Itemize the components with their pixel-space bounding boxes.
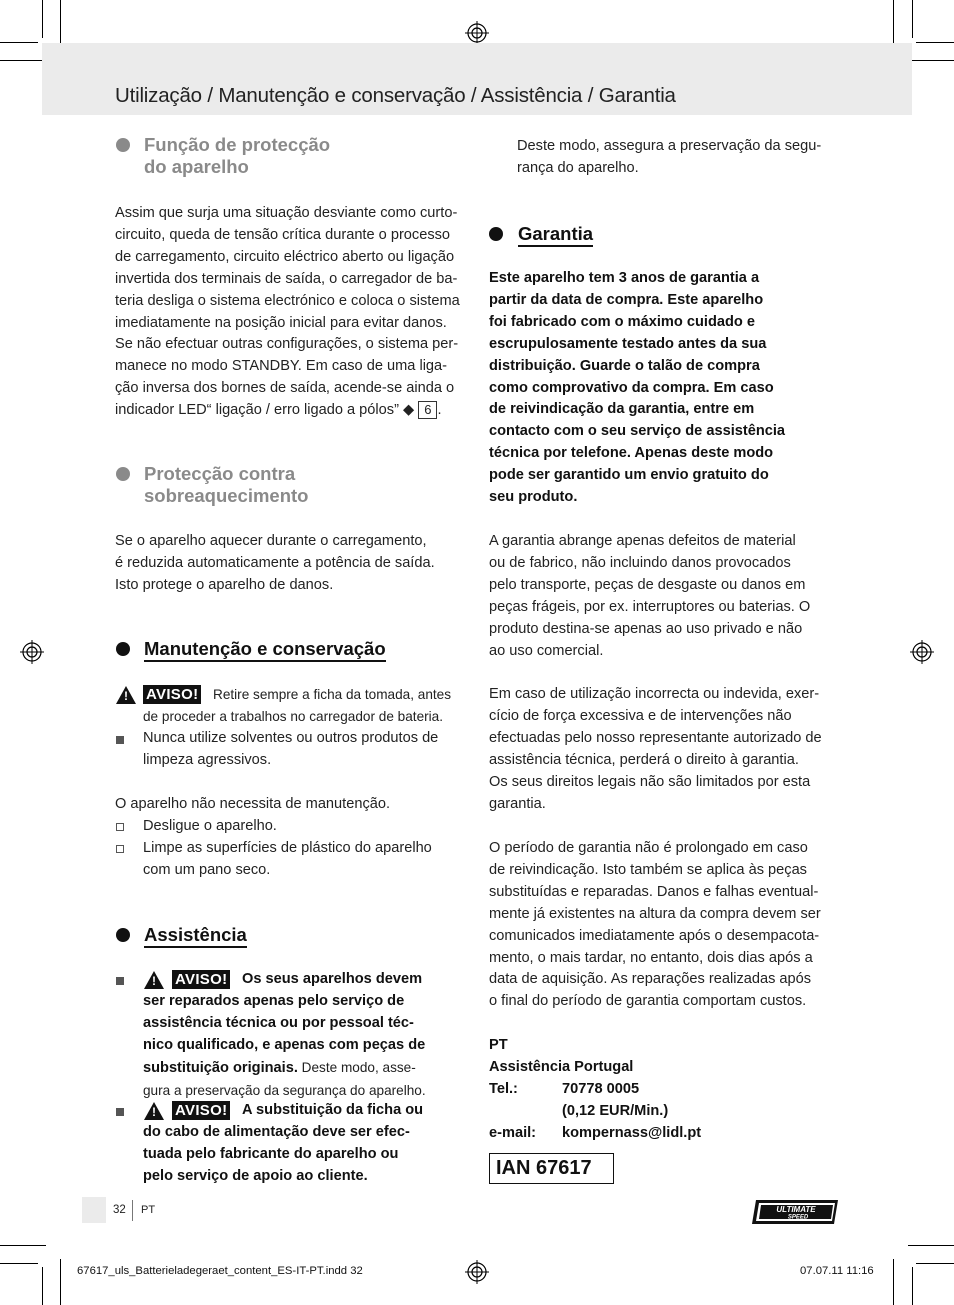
crop-mark xyxy=(0,1263,38,1264)
assistance-warning-2 xyxy=(143,1122,410,1188)
warning-triangle-icon xyxy=(144,971,164,989)
crop-mark xyxy=(908,1245,954,1246)
text-line: nico qualificado, e apenas com peças de xyxy=(143,1036,426,1053)
text-line: mento, o mais tardar, no entanto, dois dias após a xyxy=(489,949,813,966)
text-line: de reivindicação da garantia, entre em xyxy=(489,401,755,418)
text-line: Se o aparelho aquecer durante o carregamento, xyxy=(115,533,427,549)
text-line: rança do aparelho. xyxy=(517,159,639,176)
logo-line-2: SPEED xyxy=(787,1214,809,1221)
crop-mark xyxy=(912,1267,913,1305)
protection-paragraph xyxy=(115,203,475,422)
registration-mark-icon xyxy=(910,640,934,664)
crop-mark xyxy=(60,0,61,46)
text-line: teria desliga o sistema electrónico e coloca o sistema xyxy=(115,292,460,309)
registration-mark-icon xyxy=(465,1260,489,1284)
crop-mark xyxy=(893,0,894,46)
footer-divider xyxy=(132,1200,133,1221)
text-line: Em caso de utilização incorrecta ou indevida, exer- xyxy=(489,686,820,702)
text-line: data de aquisição. As reparações realizadas após xyxy=(489,971,812,988)
text-line: Isto protege o aparelho de danos. xyxy=(115,576,334,593)
contact-email-value[interactable]: kompernass@lidl.pt xyxy=(562,1125,702,1141)
contact-tel-value: 70778 0005 xyxy=(562,1081,640,1097)
text-line: mente já existentes na altura da compra devem ser xyxy=(489,905,821,922)
assistance-warning-1: Os seus aparelhos devem xyxy=(242,971,423,987)
maintenance-step xyxy=(143,838,432,882)
section-bullet xyxy=(489,227,503,241)
text-line: o final do período de garantia comportam custos. xyxy=(489,993,807,1010)
heading-line: Função de protecção xyxy=(144,134,331,155)
maintenance-warning: de proceder a trabalhos no carregador de bateria. xyxy=(143,709,444,724)
text-line: contacto com o seu serviço de assistência xyxy=(489,423,786,440)
aviso-label: AVISO! xyxy=(172,1101,230,1120)
text-line: pelo transporte, peças de desgaste ou danos em xyxy=(489,576,806,593)
section-bullet xyxy=(116,138,130,152)
text-line: substituídas e reparadas. Danos e falhas eventual- xyxy=(489,883,819,900)
assistance-continuation xyxy=(517,136,821,180)
text-line: peças frágeis, por ex. interruptores ou baterias. O xyxy=(489,598,811,615)
text-line: produto destina-se apenas ao uso privado e não xyxy=(489,620,803,637)
contact-name: Assistência Portugal xyxy=(489,1059,634,1075)
text-line: escrupulosamente testado antes da sua xyxy=(489,335,767,352)
section-heading-warranty xyxy=(518,223,593,245)
crop-mark xyxy=(42,1267,43,1305)
footer-tab xyxy=(82,1197,106,1223)
maintenance-note: O aparelho não necessita de manutenção. xyxy=(115,796,391,812)
heading-text: Garantia xyxy=(518,223,593,247)
text-line: com um pano seco. xyxy=(143,861,271,878)
logo-line-1: ULTIMATE xyxy=(776,1205,816,1214)
maintenance-step: Desligue o aparelho. xyxy=(143,818,277,834)
maintenance-warning: Retire sempre a ficha da tomada, antes xyxy=(213,687,452,702)
step-checkbox xyxy=(116,845,124,853)
contact-email-label: e-mail: xyxy=(489,1125,537,1141)
text-line: invertida dos terminais de saída, o carregador de ba- xyxy=(115,270,458,287)
text-line: Se não efectuar outras configurações, o sistema per- xyxy=(115,336,459,353)
text-line xyxy=(115,400,475,422)
crop-mark xyxy=(916,42,954,43)
text-line: Assim que surja uma situação desviante como curto- xyxy=(115,205,458,221)
assistance-warning-2: A substituição da ficha ou xyxy=(242,1102,424,1118)
aviso-label: AVISO! xyxy=(143,685,201,704)
text-line: manece no modo STANDBY. Em caso de uma liga- xyxy=(115,358,448,375)
text-line: A garantia abrange apenas defeitos de material xyxy=(489,533,796,549)
text-segment: substituição originais. xyxy=(143,1059,298,1076)
contact-rate: (0,12 EUR/Min.) xyxy=(562,1103,669,1119)
text-line: de reivindicação. Isto também se aplica às peças xyxy=(489,861,807,878)
text-line: foi fabricado com o máximo cuidado e xyxy=(489,313,755,330)
text-line: imediatamente na posição inicial para evitar danos. xyxy=(115,314,447,331)
text-line: do cabo de alimentação deve ser efec- xyxy=(143,1124,410,1140)
text-line: técnica por telefone. Apenas deste modo xyxy=(489,445,774,462)
contact-country: PT xyxy=(489,1037,508,1053)
text-segment: Deste modo, asse- xyxy=(297,1059,416,1075)
text-segment: indicador LED“ ligação / erro ligado a pólos” ◆ xyxy=(115,402,415,419)
text-line: é reduzida automaticamente a potência de saída. xyxy=(115,554,435,571)
file-info: 67617_uls_Batterieladegeraet_content_ES-IT-PT.indd 32 xyxy=(77,1265,363,1277)
warranty-paragraph xyxy=(489,531,810,662)
text-line: gura a preservação da segurança do aparelho. xyxy=(143,1082,426,1098)
heading-text: Manutenção e conservação xyxy=(144,638,386,662)
text-line: ser reparados apenas pelo serviço de xyxy=(143,993,405,1009)
crop-mark xyxy=(0,60,46,61)
text-line: pelo serviço de apoio ao cliente. xyxy=(143,1167,368,1184)
step-checkbox xyxy=(116,823,124,831)
text-line: Nunca utilize solventes ou outros produtos de xyxy=(143,730,439,746)
page-title: Utilização / Manutenção e conservação / Assistência / Garantia xyxy=(115,84,676,107)
text-line: cício de força excessiva e de intervenções não xyxy=(489,707,792,724)
crop-mark xyxy=(42,0,43,38)
text-line: assistência técnica ou por pessoal téc- xyxy=(143,1014,414,1031)
text-line: Os seus direitos legais não são limitados por esta xyxy=(489,773,811,790)
list-bullet xyxy=(116,1108,124,1116)
section-bullet xyxy=(116,928,130,942)
crop-mark xyxy=(0,42,38,43)
list-bullet xyxy=(116,736,124,744)
heading-line: sobreaquecimento xyxy=(144,485,309,506)
heading-line: do aparelho xyxy=(144,156,249,177)
text-line: ção inversa dos bornes de saída, acende-se ainda o xyxy=(115,380,455,397)
section-bullet xyxy=(116,467,130,481)
text-line: distribuição. Guarde o talão de compra xyxy=(489,357,760,374)
text-line: Este aparelho tem 3 anos de garantia a xyxy=(489,270,760,286)
text-line: circuito, queda de tensão crítica durante o processo xyxy=(115,226,451,243)
registration-mark-icon xyxy=(20,640,44,664)
text-line: ao uso comercial. xyxy=(489,642,604,659)
brand-logo xyxy=(752,1198,842,1226)
list-bullet xyxy=(116,977,124,985)
text-line: O período de garantia não é prolongado em caso xyxy=(489,840,808,856)
section-bullet xyxy=(116,642,130,656)
section-heading-protection xyxy=(144,134,330,178)
warning-triangle-icon xyxy=(144,1102,164,1120)
text-line: assistência técnica, perderá o direito à garantia. xyxy=(489,751,799,768)
text-line: garantia. xyxy=(489,795,546,812)
text-line: como comprovativo da compra. Em caso xyxy=(489,379,774,396)
contact-tel-label: Tel.: xyxy=(489,1081,518,1097)
crop-mark xyxy=(0,1245,46,1246)
text-line: Limpe as superfícies de plástico do aparelho xyxy=(143,840,432,856)
warranty-paragraph xyxy=(489,684,822,815)
assistance-warning-1 xyxy=(143,991,426,1102)
page-number: 32 xyxy=(113,1204,126,1216)
language-code: PT xyxy=(141,1204,156,1216)
text-line: comunicados imediatamente após o desempacota- xyxy=(489,927,820,944)
section-heading-maintenance xyxy=(144,638,386,660)
heading-line: Protecção contra xyxy=(144,463,296,484)
section-heading-assistance xyxy=(144,924,247,946)
warranty-bold-paragraph xyxy=(489,268,785,509)
crop-mark xyxy=(908,60,954,61)
crop-mark xyxy=(60,1259,61,1305)
text-line: tuada pelo fabricante do aparelho ou xyxy=(143,1145,399,1162)
maintenance-bullet xyxy=(143,728,438,772)
heading-text: Assistência xyxy=(144,924,247,948)
text-line: ou de fabrico, não incluindo danos provocados xyxy=(489,554,791,571)
section-heading-overheat xyxy=(144,463,309,507)
crop-mark xyxy=(893,1259,894,1305)
text-line: efectuadas pelo nosso representante autorizado de xyxy=(489,729,822,746)
print-date: 07.07.11 11:16 xyxy=(800,1265,874,1277)
aviso-label: AVISO! xyxy=(172,970,230,989)
ian-number: IAN 67617 xyxy=(489,1153,614,1184)
figure-reference: 6 xyxy=(418,401,437,419)
text-segment: . xyxy=(437,402,442,419)
text-line xyxy=(143,1057,426,1080)
registration-mark-icon xyxy=(465,21,489,45)
text-line: limpeza agressivos. xyxy=(143,751,272,768)
crop-mark xyxy=(912,0,913,38)
text-line: partir da data de compra. Este aparelho xyxy=(489,291,764,308)
overheat-paragraph xyxy=(115,531,475,597)
text-line: de carregamento, circuito eléctrico aberto ou ligação xyxy=(115,248,455,265)
text-line: seu produto. xyxy=(489,489,578,506)
text-line: Deste modo, assegura a preservação da segu- xyxy=(517,138,822,154)
crop-mark xyxy=(916,1263,954,1264)
warranty-paragraph xyxy=(489,838,821,1013)
warning-triangle-icon xyxy=(116,686,136,704)
text-line: pode ser garantido um envio gratuito do xyxy=(489,467,769,484)
